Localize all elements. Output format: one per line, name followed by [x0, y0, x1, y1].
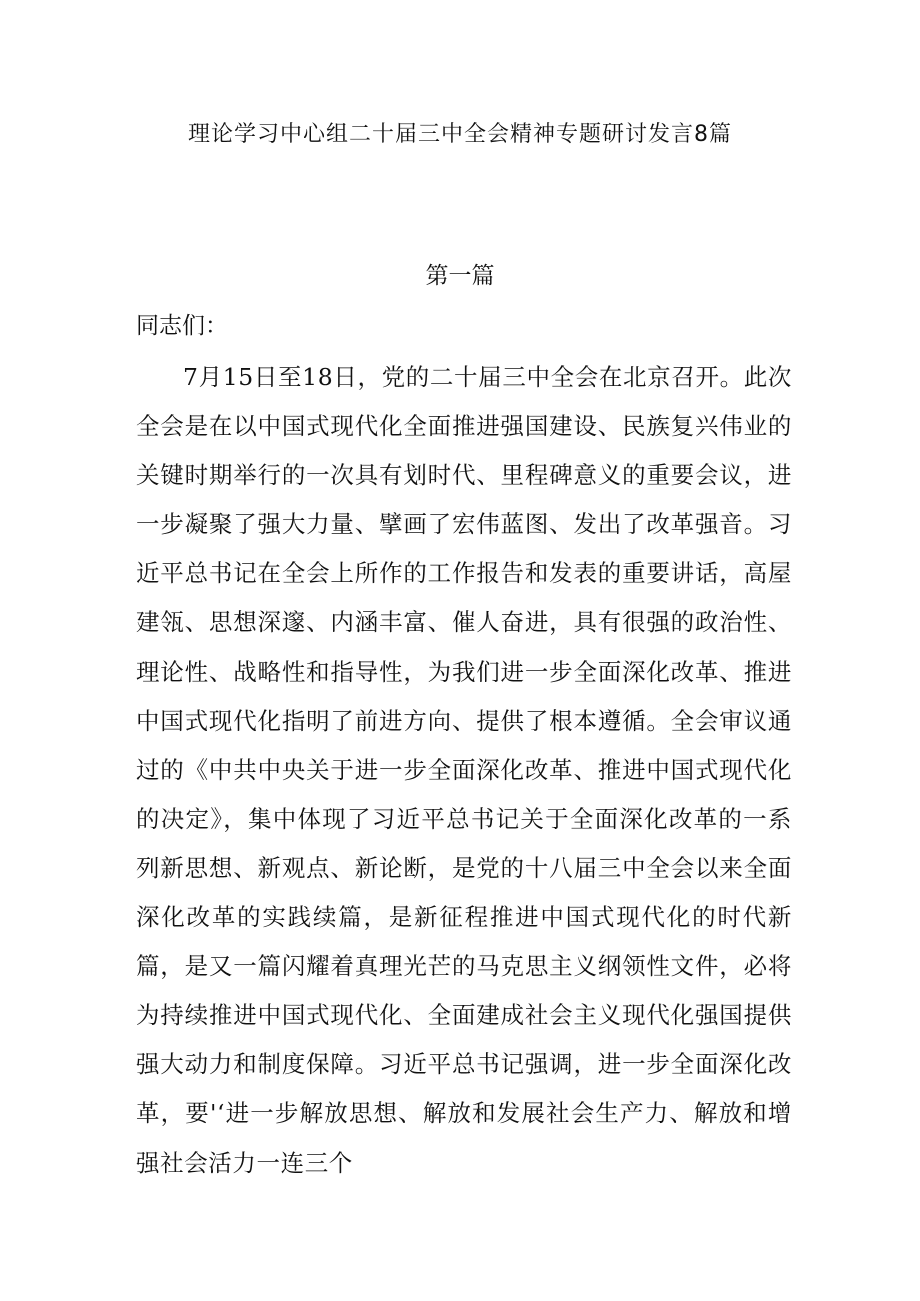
salutation: 同志们： — [136, 313, 228, 339]
document-title: 理论学习中心组二十届三中全会精神专题研讨发言8篇 — [188, 122, 732, 147]
body-paragraph: 7月15日至18日，党的二十届三中全会在北京召开。此次全会是在以中国式现代化全面推进强国建设、民族复兴伟业的关键时期举行的一次具有划时代、里程碑意义的重要会议，进一步凝聚了强大力量、擘画了宏伟蓝图、发出了改革强音。习近平总书记在全会上所作的工作报告和发表的重要讲话，高屋建瓴、思想深邃、内涵丰富、催人奋进，具有很强的政治性、理论性、战略性和指导性，为我们进一步全面深化改革、推进中国式现代化指明了前进方向、提供了根本遵循。全会审议通过的《中共中央关于进一步全面深化改革、推进中国式现代化的决定》，集中体现了习近平总书记关于全面深化改革的一系列新思想、新观点、新论断，是党的十八届三中全会以来全面深化改革的实践续篇，是新征程推进中国式现代化的时代新篇，是又一篇闪耀着真理光芒的马克思主义纲领性文件，必将为持续推进中国式现代化、全面建成社会主义现代化强国提供强大动力和制度保障。习近平总书记强调，进一步全面深化改革，要'‘进一步解放思想、解放和发展社会生产力、解放和增强社会活力一连三个 — [136, 363, 792, 1177]
section-heading: 第一篇 — [425, 263, 495, 289]
